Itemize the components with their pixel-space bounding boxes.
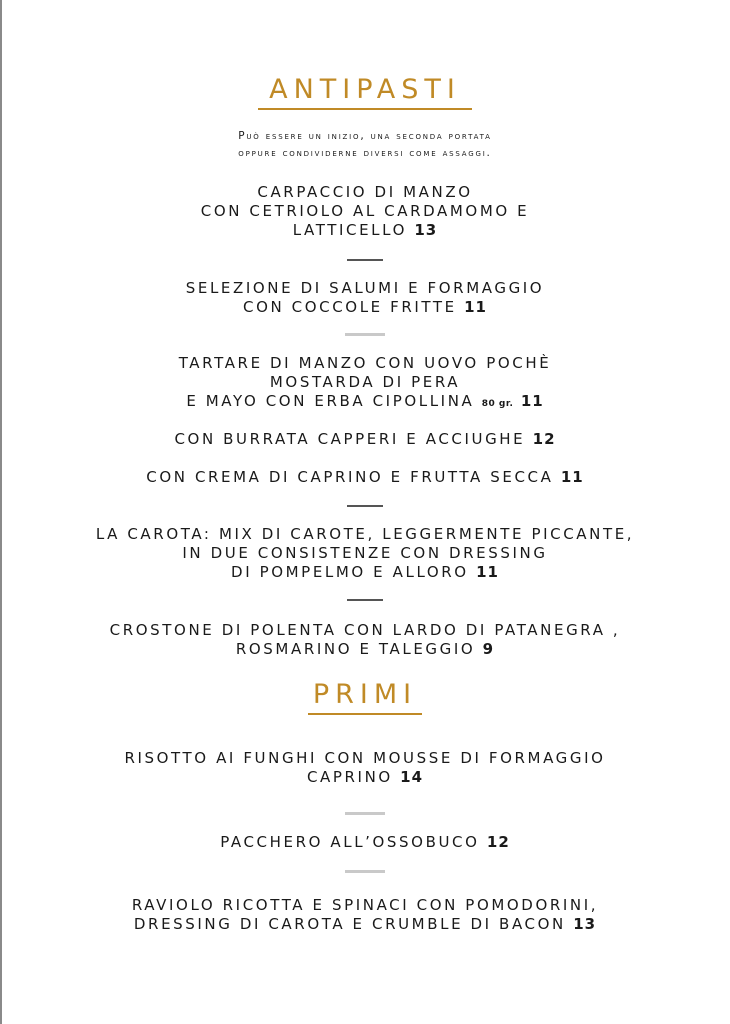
antipasti-title: ANTIPASTI: [269, 74, 461, 105]
divider: [345, 812, 385, 815]
primi-header: [0, 679, 730, 715]
antipasti-subtitle-line: oppure condividerne diversi come assaggi.: [238, 147, 492, 159]
item-line: CON CETRIOLO AL CARDAMOMO E: [200, 202, 530, 220]
menu-item-raviolo: [0, 896, 730, 934]
item-line: RISOTTO AI FUNGHI CON MOUSSE DI FORMAGGIO: [124, 749, 606, 767]
antipasti-header: [0, 74, 730, 110]
item-weight: 80 gr.: [481, 399, 514, 409]
divider: [347, 505, 383, 507]
item-line: RAVIOLO RICOTTA E SPINACI CON POMODORINI,: [131, 896, 599, 914]
item-line: SELEZIONE DI SALUMI E FORMAGGIO: [185, 279, 545, 297]
item-line: LATTICELLO: [292, 221, 407, 239]
menu-item-carpaccio: [0, 183, 730, 240]
menu-item-carota: [0, 525, 730, 582]
item-line: CON BURRATA CAPPERI E ACCIUGHE: [174, 430, 526, 448]
antipasti-title-underline: [258, 108, 472, 110]
divider: [345, 870, 385, 873]
item-line: CON CREMA DI CAPRINO E FRUTTA SECCA: [146, 468, 554, 486]
item-price: 11: [560, 468, 584, 486]
divider: [345, 333, 385, 336]
item-line: CROSTONE DI POLENTA CON LARDO DI PATANEGRA ,: [109, 621, 621, 639]
item-price: 11: [464, 298, 487, 316]
menu-item-burrata: [0, 430, 730, 449]
item-line: CON COCCOLE FRITTE: [243, 298, 457, 316]
item-price: 11: [476, 563, 499, 581]
item-line: E MAYO CON ERBA CIPOLLINA: [186, 392, 475, 410]
item-line: LA CAROTA: MIX DI CAROTE, LEGGERMENTE PICCANTE,: [95, 525, 635, 543]
antipasti-subtitle: [0, 128, 730, 162]
item-line: DRESSING DI CAROTA E CRUMBLE DI BACON: [133, 915, 566, 933]
menu-item-risotto: [0, 749, 730, 787]
menu-item-pacchero: [0, 833, 730, 852]
item-price: 13: [573, 915, 597, 933]
primi-title-underline: [308, 713, 422, 715]
item-price: 13: [414, 221, 438, 239]
antipasti-subtitle-line: Può essere un inizio, una seconda portata: [238, 130, 492, 142]
divider: [347, 259, 383, 261]
menu-item-salumi: [0, 279, 730, 317]
item-line: CAPRINO: [306, 768, 393, 786]
item-line: PACCHERO ALL’OSSOBUCO: [220, 833, 480, 851]
item-line: CARPACCIO DI MANZO: [257, 183, 473, 201]
item-price: 9: [482, 640, 495, 658]
menu-item-caprino: [0, 468, 730, 487]
item-price: 14: [400, 768, 424, 786]
item-line: MOSTARDA DI PERA: [269, 373, 461, 391]
item-line: DI POMPELMO E ALLORO: [231, 563, 469, 581]
item-price: 11: [520, 392, 544, 410]
item-line: IN DUE CONSISTENZE CON DRESSING: [182, 544, 548, 562]
divider: [347, 599, 383, 601]
menu-item-tartare: [0, 354, 730, 414]
item-line: ROSMARINO E TALEGGIO: [235, 640, 476, 658]
item-line: TARTARE DI MANZO CON UOVO POCHÈ: [178, 354, 552, 372]
menu-item-crostone: [0, 621, 730, 659]
primi-title: PRIMI: [312, 679, 418, 710]
item-price: 12: [486, 833, 510, 851]
item-price: 12: [532, 430, 556, 448]
